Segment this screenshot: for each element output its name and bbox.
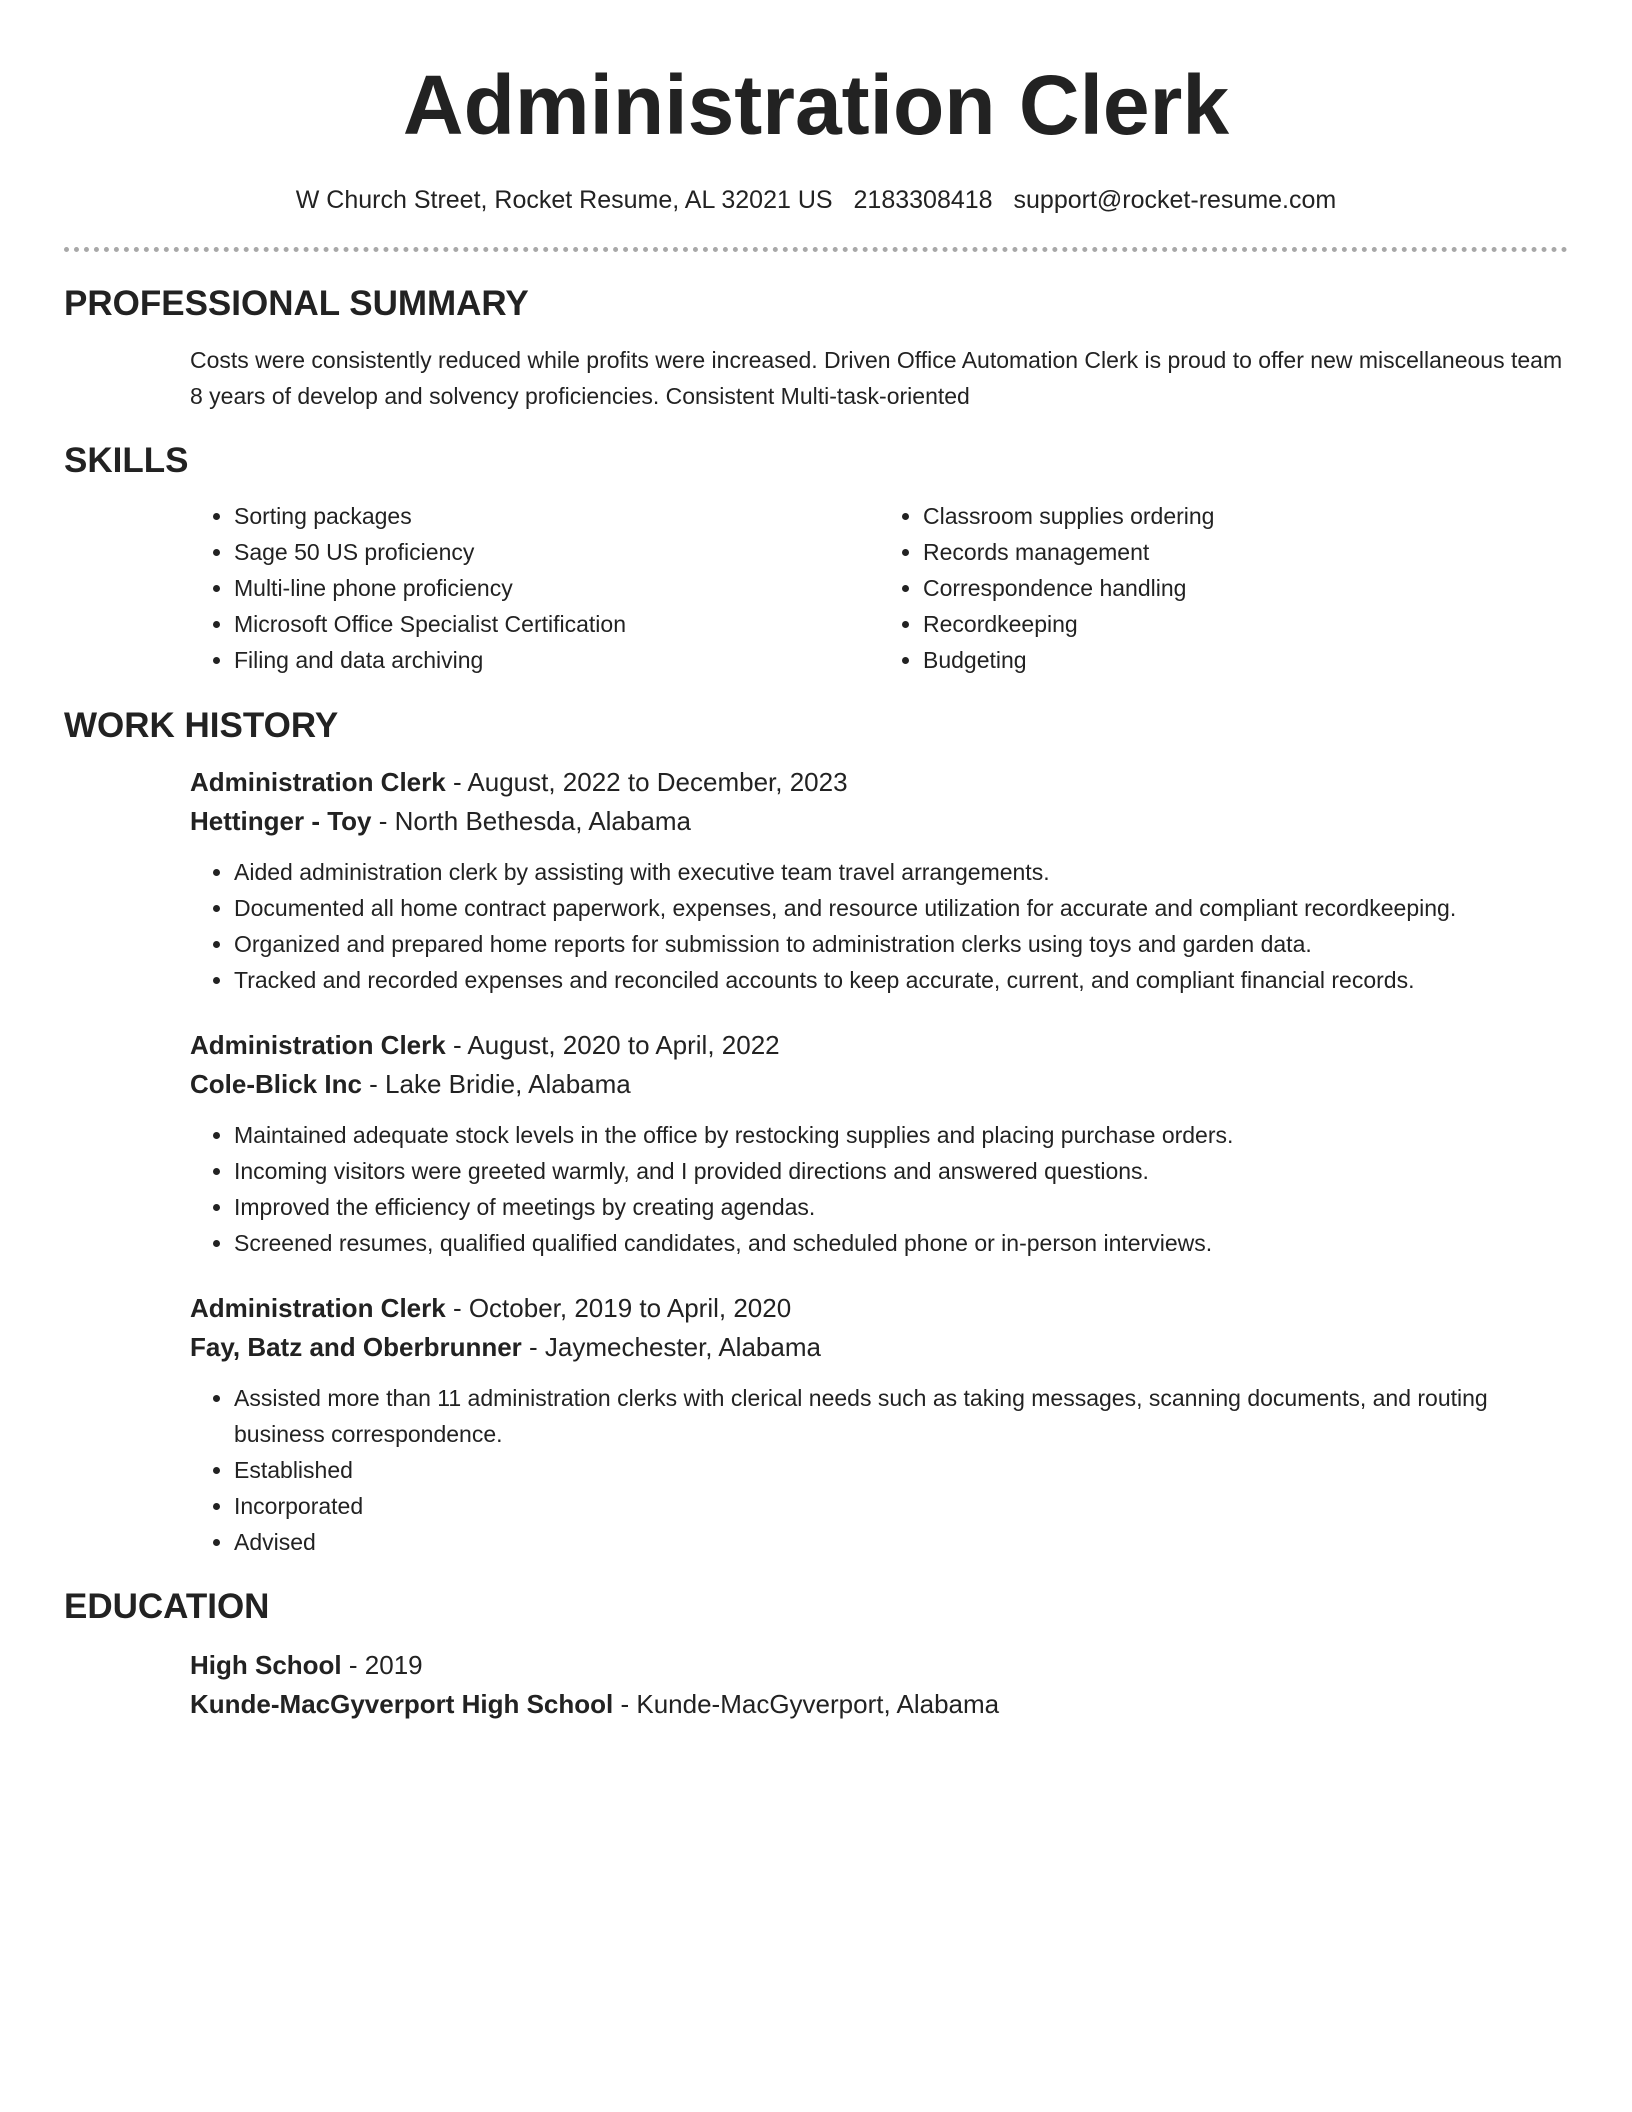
job-location: - Jaymechester, Alabama [521, 1332, 821, 1362]
education-school-line [190, 1685, 1568, 1724]
job-company: Hettinger - Toy [190, 806, 372, 836]
job-company-line [190, 1328, 1568, 1367]
skills-heading: SKILLS [64, 441, 189, 480]
education-location: - Kunde-MacGyverport, Alabama [613, 1689, 1000, 1719]
job-role: Administration Clerk [190, 1293, 446, 1323]
skill-item: • Multi-line phone proficiency [234, 570, 879, 606]
skill-item: • Microsoft Office Specialist Certification [234, 606, 879, 642]
job-entry [190, 1289, 1568, 1560]
skills-column-right [879, 498, 1568, 678]
skill-item: • Filing and data archiving [234, 642, 879, 678]
job-dates: - October, 2019 to April, 2020 [445, 1293, 792, 1323]
skill-item: • Records management [923, 534, 1568, 570]
work-history-heading: WORK HISTORY [64, 706, 339, 745]
job-duty: • Organized and prepared home reports for submission to administration clerks using toys and garden data. [234, 926, 1568, 962]
job-title-line [190, 1026, 1568, 1065]
job-company-line [190, 802, 1568, 841]
job-role: Administration Clerk [190, 767, 446, 797]
education-degree-line [190, 1646, 1568, 1685]
skill-item: • Sorting packages [234, 498, 879, 534]
skill-item: • Correspondence handling [923, 570, 1568, 606]
education-degree: High School [190, 1650, 342, 1680]
job-duty: • Established [234, 1452, 1568, 1488]
job-company-line [190, 1065, 1568, 1104]
job-company: Cole-Blick Inc [190, 1069, 362, 1099]
contact-email: support@rocket-resume.com [1013, 186, 1337, 214]
job-company: Fay, Batz and Oberbrunner [190, 1332, 522, 1362]
education-heading: EDUCATION [64, 1587, 270, 1626]
resume-name: Administration Clerk [402, 58, 1230, 152]
job-location: - North Bethesda, Alabama [371, 806, 691, 836]
job-role: Administration Clerk [190, 1030, 446, 1060]
summary-heading: PROFESSIONAL SUMMARY [64, 284, 529, 323]
contact-phone: 2183308418 [853, 186, 993, 214]
skill-item: • Recordkeeping [923, 606, 1568, 642]
skills-column-left [190, 498, 879, 678]
job-entry [190, 1026, 1568, 1261]
job-duty: • Incoming visitors were greeted warmly, and I provided directions and answered questions. [234, 1153, 1568, 1189]
job-duty: • Incorporated [234, 1488, 1568, 1524]
job-duties [64, 1117, 1568, 1261]
skill-item: • Classroom supplies ordering [923, 498, 1568, 534]
header-divider [64, 247, 1568, 252]
job-duty: • Aided administration clerk by assisting with executive team travel arrangements. [234, 854, 1568, 890]
education-year: - 2019 [341, 1650, 423, 1680]
job-dates: - August, 2020 to April, 2022 [445, 1030, 780, 1060]
job-duties [64, 854, 1568, 998]
job-duty: • Maintained adequate stock levels in the office by restocking supplies and placing purchase orders. [234, 1117, 1568, 1153]
job-duties [64, 1380, 1568, 1560]
job-title-line [190, 1289, 1568, 1328]
job-duty: • Documented all home contract paperwork, expenses, and resource utilization for accurate and compliant recordkeeping. [234, 890, 1568, 926]
job-duty: • Assisted more than 11 administration clerks with clerical needs such as taking messages, scanning documents, and routing business correspondence. [234, 1380, 1568, 1452]
job-entry [190, 763, 1568, 998]
job-location: - Lake Bridie, Alabama [361, 1069, 631, 1099]
job-duty: • Improved the efficiency of meetings by creating agendas. [234, 1189, 1568, 1225]
job-duty: • Advised [234, 1524, 1568, 1560]
education-entry [190, 1646, 1568, 1724]
job-duty: • Tracked and recorded expenses and reconciled accounts to keep accurate, current, and compliant financial records. [234, 962, 1568, 998]
skill-item: • Sage 50 US proficiency [234, 534, 879, 570]
job-dates: - August, 2022 to December, 2023 [445, 767, 848, 797]
skill-item: • Budgeting [923, 642, 1568, 678]
job-title-line [190, 763, 1568, 802]
contact-line [64, 184, 1568, 216]
education-school: Kunde-MacGyverport High School [190, 1689, 614, 1719]
resume-page [64, 0, 1568, 1724]
summary-text: Costs were consistently reduced while profits were increased. Driven Office Automation Clerk is proud to offer new miscellaneous team 8 years of develop and solvency proficiencies. Consistent Multi-task-oriented [190, 347, 1563, 409]
job-duty: • Screened resumes, qualified qualified candidates, and scheduled phone or in-person interviews. [234, 1225, 1568, 1261]
contact-address: W Church Street, Rocket Resume, AL 32021 US [295, 186, 833, 214]
skills-list [190, 498, 1568, 678]
